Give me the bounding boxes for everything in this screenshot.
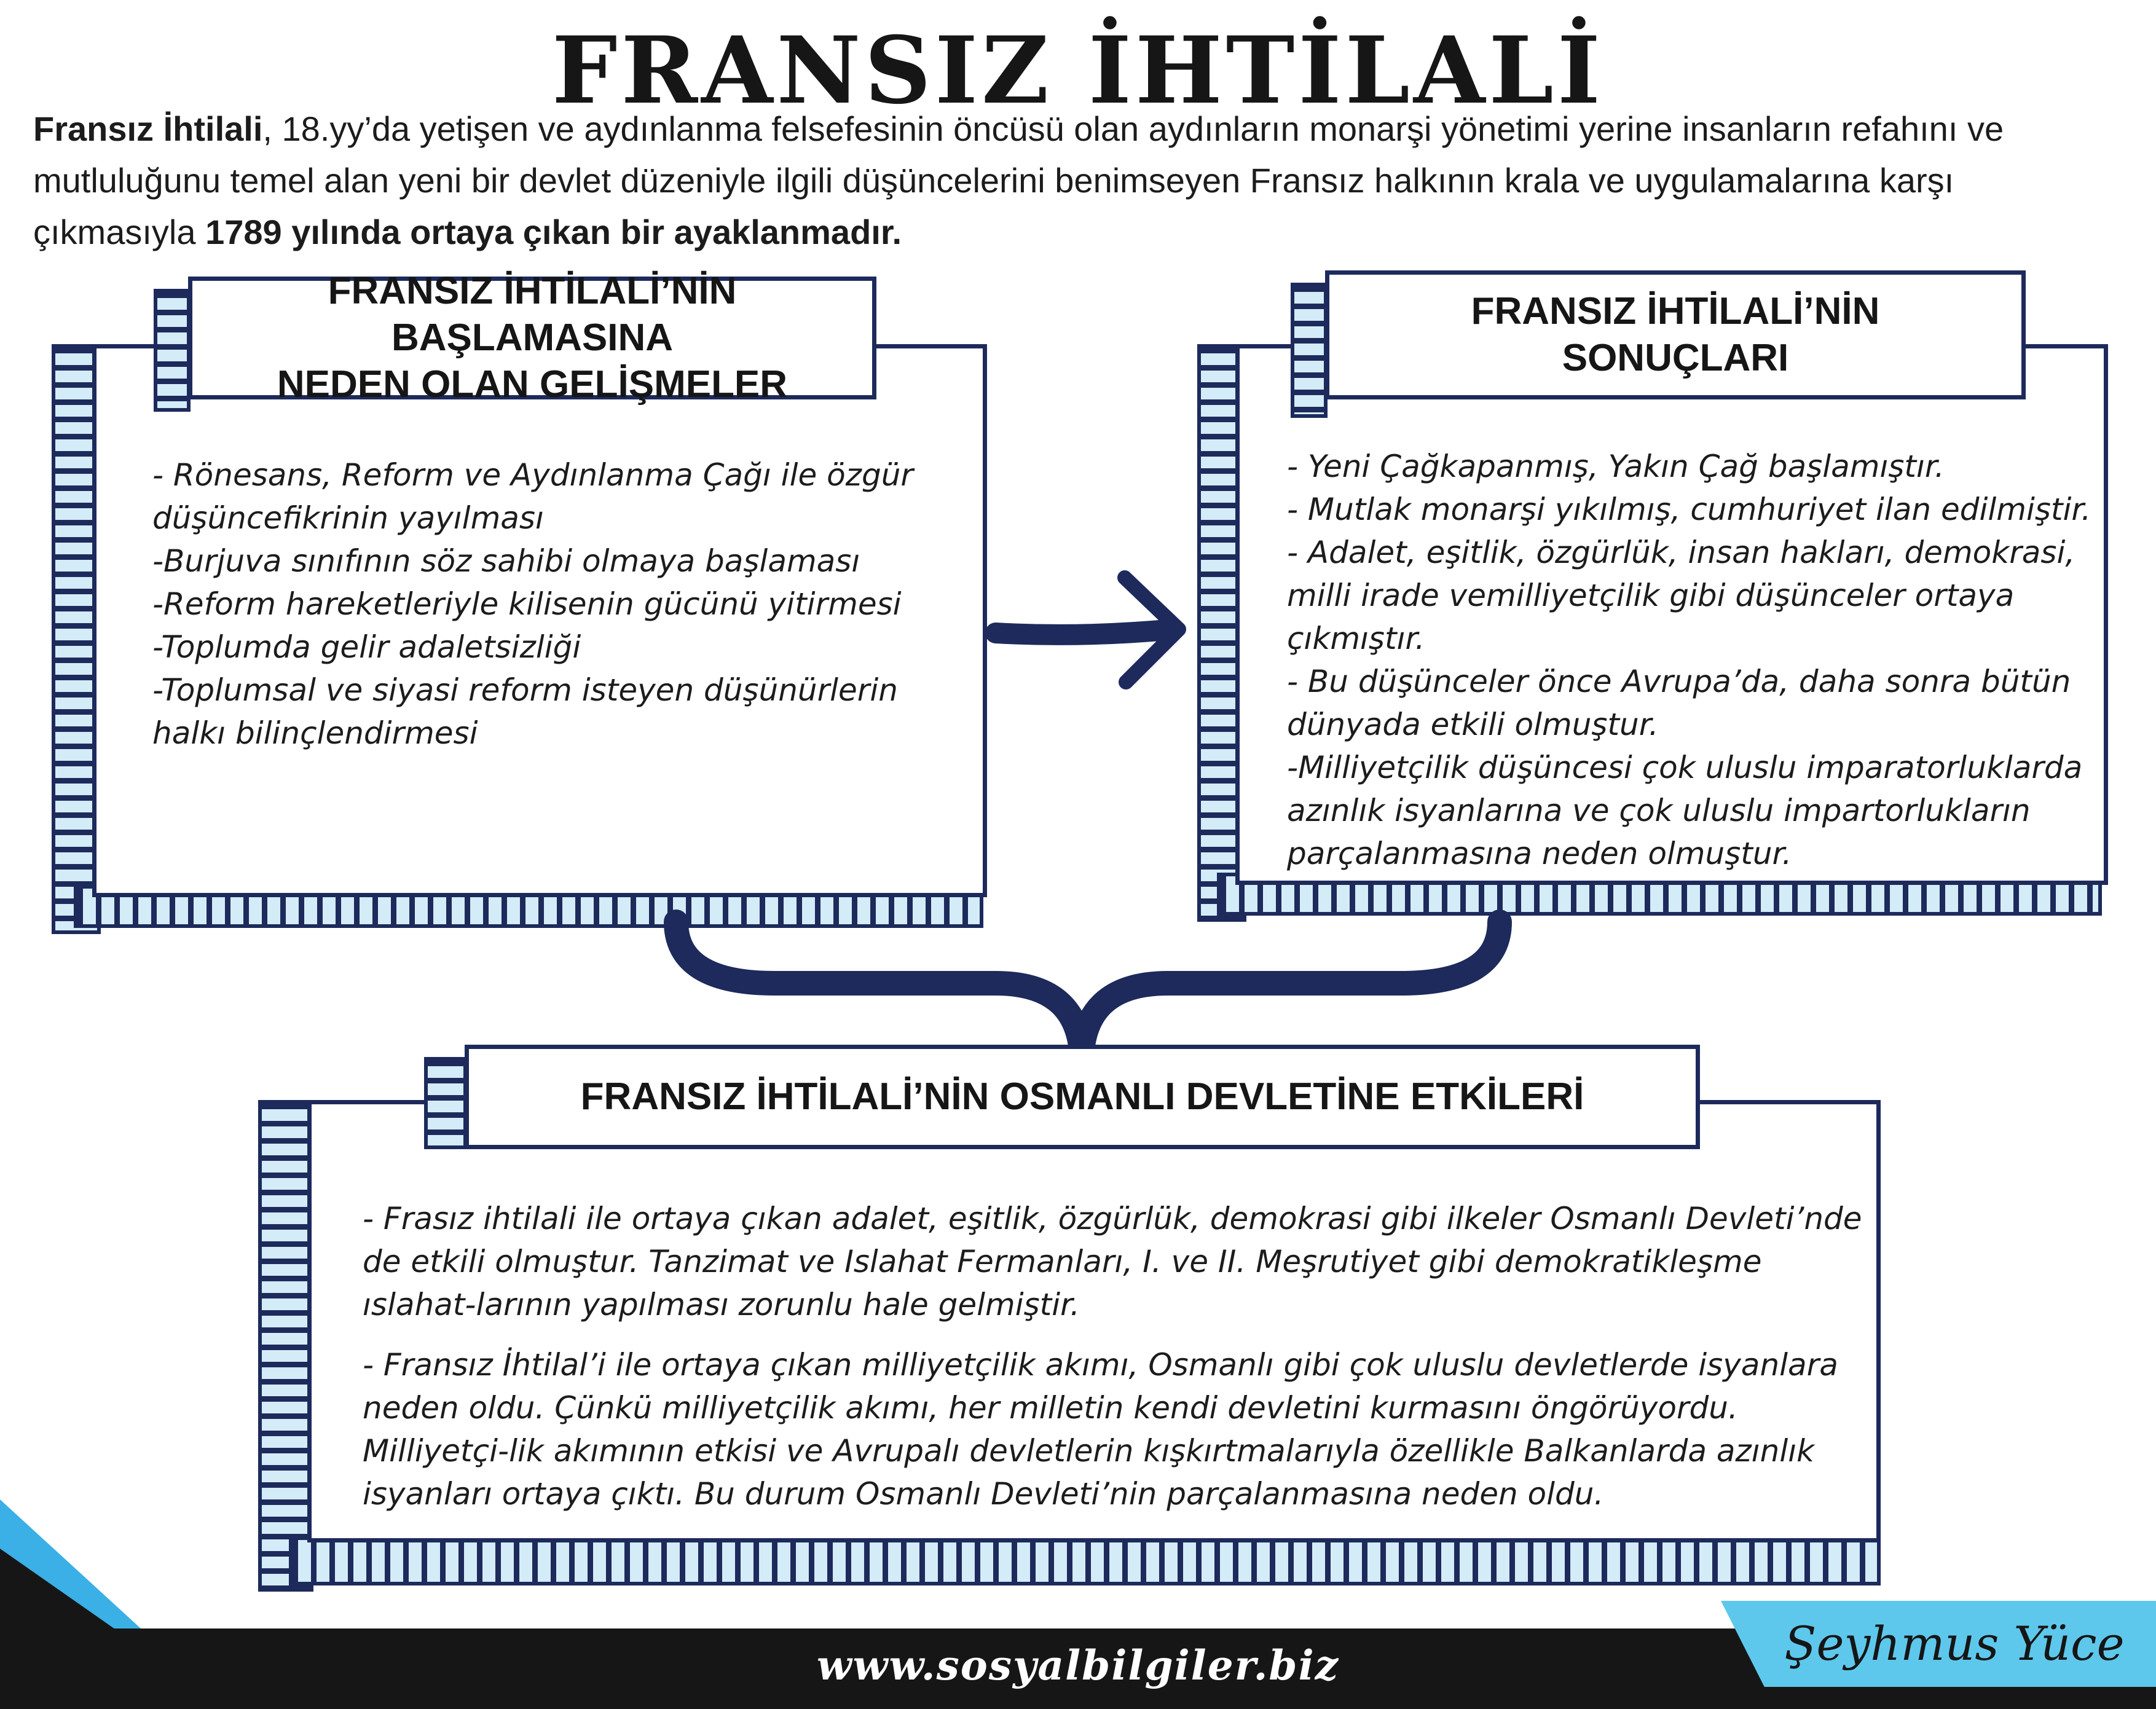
effects-bottom-stripes [289, 1536, 1881, 1585]
list-item: - Mutlak monarşi yıkılmış, cumhuriyet ilan edilmiştir. [1287, 492, 2091, 527]
list-item: -Reform hareketleriyle kilisenin gücünü yitirmesi [152, 586, 902, 622]
list-item: - Bu düşünceler önce Avrupa’da, daha sonra bütün dünyada etkili olmuştur. [1287, 664, 2071, 742]
list-item: - Yeni Çağkapanmış, Yakın Çağ başlamıştır. [1287, 449, 1945, 484]
list-item: -Toplumda gelir adaletsizliği [152, 629, 581, 665]
results-header-stripes [1291, 283, 1328, 418]
causes-header-stripes [154, 289, 191, 412]
list-item: - Adalet, eşitlik, özgürlük, insan hakları, demokrasi, milli irade vemilliyetçilik gibi düşünceler ortaya çıkmıştır. [1287, 535, 2075, 656]
author-signature: Şeyhmus Yüce [1784, 1616, 2125, 1671]
list-item: -Milliyetçilik düşüncesi çok uluslu imparatorluklarda azınlık isyanlarına ve çok uluslu impartorlukların parçalanmasına neden olmuştur. [1287, 750, 2083, 871]
causes-header-line1: FRANSIZ İHTİLALİ’NİN BAŞLAMASINA [328, 270, 737, 359]
arrow-right-icon [983, 553, 1205, 701]
results-list [1287, 445, 2104, 875]
intro-tail: 1789 yılında ortaya çıkan bir ayaklanmadır. [205, 213, 902, 251]
results-header-line1: FRANSIZ İHTİLALİ’NİN [1471, 290, 1880, 332]
effects-header-stripes [424, 1057, 467, 1149]
intro-paragraph [33, 103, 2123, 258]
intro-lead: Fransız İhtilali [33, 109, 263, 148]
results-header [1325, 270, 2026, 399]
effects-paragraph: - Fransız İhtilal’i ile ortaya çıkan milliyetçilik akımı, Osmanlı gibi çok uluslu devletlerde isyanlara neden oldu. Çünkü milliyetçilik akımı, her milletin kendi devletini kurmasını öngörüyordu. Milliyetçi-lik akımının etkisi ve Avrupalı devletlerin kışkırtmalarıyla özellikle Balkanlarda azınlık isyanları ortaya çıktı. Bu durum Osmanlı Devleti’nin parçalanmasına neden oldu. [363, 1347, 1838, 1512]
effects-paragraph: - Frasız ihtilali ile ortaya çıkan adalet, eşitlik, özgürlük, demokrasi gibi ilkeler Osmanlı Devleti’nde de etkili olmuştur. Tanzimat ve Islahat Fermanları, I. ve II. Meşrutiyet gibi demokratikleşme ıslahat-larının yapılması zorunlu hale gelmiştir. [363, 1201, 1862, 1322]
effects-text [363, 1197, 1862, 1533]
page-title: FRANSIZ İHTİLALİ [551, 17, 1604, 125]
list-item: -Toplumsal ve siyasi reform isteyen düşünürlerin halkı bilinçlendirmesi [152, 672, 898, 751]
causes-list [152, 454, 970, 755]
causes-header-line2: NEDEN OLAN GELİŞMELER [277, 363, 788, 406]
effects-side-stripes [258, 1100, 313, 1592]
list-item: - Rönesans, Reform ve Aydınlanma Çağı ile özgür düşüncefikrinin yayılması [152, 457, 913, 536]
intro-text: , 18.yy’da yetişen ve aydınlanma felsefesinin öncüsü olan aydınların monarşi yönetimi yerine insanların refahını ve mutluluğunu temel alan yeni bir devlet düzeniyle ilgili düşüncelerini benimseyen Fransız halkının krala ve uygulamalarına karşı çıkmasıyla [33, 109, 2004, 251]
results-header-line2: SONUÇLARI [1562, 337, 1789, 379]
list-item: -Burjuva sınıfının söz sahibi olmaya başlaması [152, 543, 860, 579]
causes-header [188, 270, 876, 406]
effects-header: FRANSIZ İHTİLALİ’NİN OSMANLI DEVLETİNE ETKİLERİ [465, 1045, 1700, 1149]
footer-url[interactable]: www.sosyalbilgiler.biz [816, 1641, 1340, 1689]
